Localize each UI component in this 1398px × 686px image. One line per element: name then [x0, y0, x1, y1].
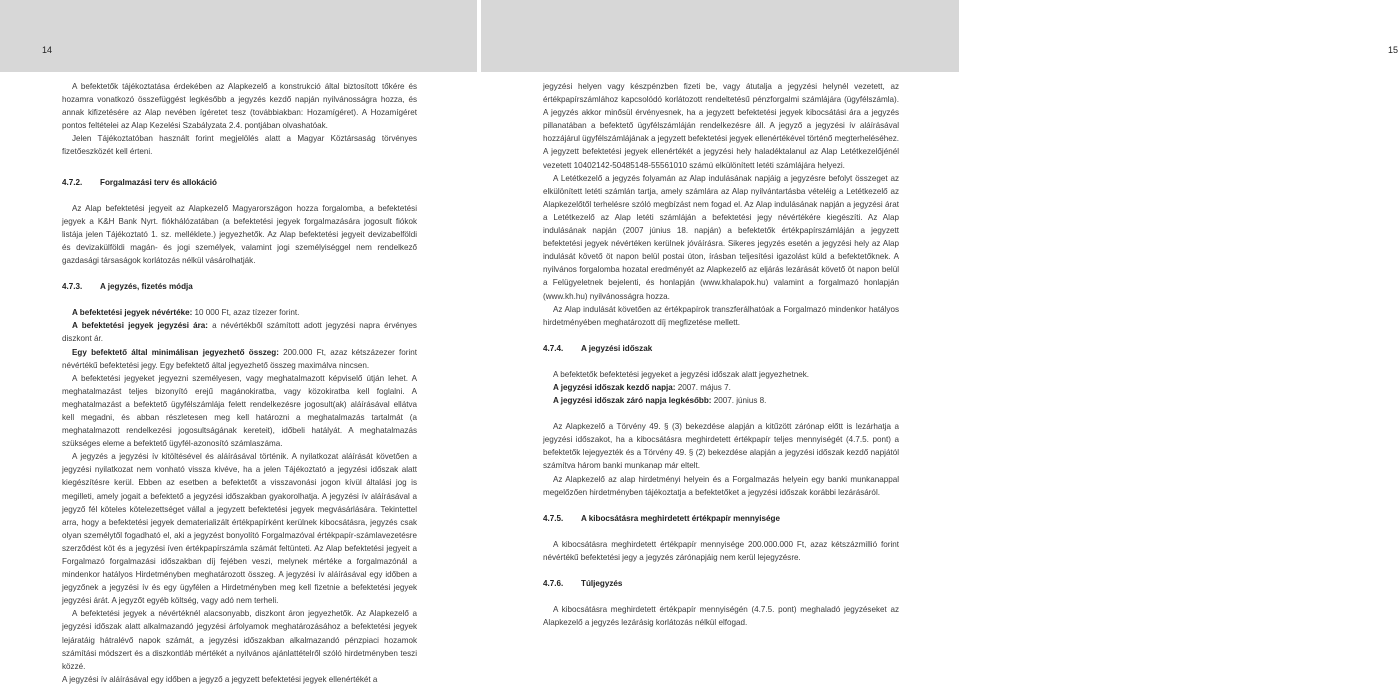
paragraph: Az Alapkezelő a Törvény 49. § (3) bekezdése alapján a kitűzött zárónap előtt is lezárhatja a jegyzési időszakot, ha a kibocsátásra meghirdetett értékpapír teljes mennyiségét (4.7.5. pont) a befektetők lejegyezték és a Törvény 49. § (2) bekezdése alapján a jegyzési időszak kezdő napjától számítva három banki munkanap már eltelt.: [543, 422, 899, 471]
end-date-line: A jegyzési időszak záró napja legkésőbb: 2007. június 8.: [553, 396, 767, 406]
section-title: Forgalmazási terv és allokáció: [100, 177, 217, 187]
page-header-bar-left: [0, 0, 477, 72]
paragraph: A befektetési jegyek a névértéknél alacsonyabb, diszkont áron jegyezhetők. Az Alapkezelő a jegyzési időszak alatt alkalmazandó jegyzési árfolyamok meghatározásához a befektetési jegyek lejáratáig hátralévő napok számát, a jegyzési időszakban alkalmazandó pénzpiaci hozamok számítási módszert és a diszkontláb mértékét a nyilvános ajánlattételről szóló hirdetményben teszi közzé.: [62, 609, 417, 671]
section-heading-474: [543, 342, 899, 355]
page-number: 15: [1388, 45, 1398, 55]
section-heading-472: [62, 176, 417, 189]
section-number: 4.7.3.: [62, 282, 83, 292]
section-title: Túljegyzés: [581, 579, 623, 588]
minimum-amount-line: Egy befektető által minimálisan jegyezhető összeg: 200.000 Ft, azaz kétszázezer forint névértékű befektetési jegy. Egy befektető által jegyezhető összeg maximálva nincsen.: [62, 347, 417, 370]
paragraph: A kibocsátásra meghirdetett értékpapír mennyiségén (4.7.5. pont) meghaladó jegyzéseket az Alapkezelő a jegyzés lezárásig korlátozás nélkül elfogad.: [543, 605, 899, 628]
paragraph: A kibocsátásra meghirdetett értékpapír mennyisége 200.000.000 Ft, azaz kétszázmillió forint névértékű befektetési jegy a jegyzés zárónapjáig nem kerül lejegyzésre.: [543, 539, 899, 562]
paragraph: A Letétkezelő a jegyzés folyamán az Alap indulásának napjáig a jegyzésre befolyt összeget az elkülönített letéti számlán tartja, amely számlára az Alap nyilvántartásba vételéig a Letétkezelő az Alapkezelőtől terhelésre szóló megbízást nem fogad el. Az Alap indulásának napján a jegyzési árat a Letétkezelő az Alap letéti számláján a befektetési jegy névértékére kiegészíti. Az Alap indulásának napján (2007 június 18. napján) a befektetők értékpapírszámláján a jegyzett befektetési jegyek névértéken kerülnek jóváírásra. Sikeres jegyzés esetén a jegyzési hely az Alap indulását követő öt napon belül postai úton, írásban teljesítési igazolást küld a befektetőknek. A nyilvános forgalomba hozatal eredményét az Alapkezelő az eljárás lezárását követő öt napon belül a Felügyeletnek bejelenti, és honlapján (www.khalapok.hu) valamint a forgalmazó honlapján (www.kh.hu) nyilvánosságra hozza.: [543, 173, 899, 301]
paragraph: jegyzési helyen vagy készpénzben fizeti be, vagy átutalja a jegyzési helynél vezetett, az értékpapírszámlához kapcsolódó korlátozott rendeltetésű pénzforgalmi számlájára (ügyfélszámla). A jegyzés akkor minősül érvényesnek, ha a jegyzett befektetési jegyek kibocsátási ára a jegyzés pillanatában a befektető ügyfélszámláján rendelkezésre áll. A jegyző a jegyzési ív aláírásával hozzájárul ügyfélszámlájának a jegyzett befektetési jegyek ellenértékével történő megterheléséhez. A jegyzett befektetési jegyek ellenértékét a jegyzési hely haladéktalanul az Alap Letétkezelőjénél vezetett 10402142-50485148-55561010 számú elkülönített letéti számlájára helyezi.: [543, 82, 899, 170]
section-heading-475: [543, 512, 899, 525]
section-number: 4.7.5.: [543, 513, 564, 523]
left-column: [62, 80, 417, 686]
page-header-bar-right: [481, 0, 1398, 72]
page-number: 14: [42, 45, 53, 55]
section-heading-476: [543, 577, 899, 590]
paragraph: Az Alap indulását követően az értékpapírok transzferálhatóak a Forgalmazó mindenkor hatályos hirdetményében meghatározott díj megfizetése mellett.: [543, 304, 899, 327]
section-title: A jegyzési időszak: [581, 343, 653, 353]
paragraph: Jelen Tájékoztatóban használt forint megjelölés alatt a Magyar Köztársaság törvényes fizetőeszközét kell érteni.: [62, 134, 417, 157]
section-title: A kibocsátásra meghirdetett értékpapír mennyisége: [581, 513, 780, 523]
paragraph: A befektetők befektetési jegyeket a jegyzési időszak alatt jegyezhetnek.: [553, 369, 810, 379]
section-title: A jegyzés, fizetés módja: [100, 282, 193, 292]
paragraph: A befektetők tájékoztatása érdekében az Alapkezelő a konstrukció által biztosított tőkére és hozamra vonatkozó összefüggést legkésőbb a jegyzés kezdő napján nyilvánosságra hozza, és annak kifizetésére az Alap nevében ígéretet tesz (továbbiakban: Hozamígéret). A Hozamígéret pontos feltételei az Alap Kezelési Szabályzata 2.4. pontjában olvashatóak.: [62, 82, 417, 131]
section-heading-473: [62, 280, 417, 293]
paragraph: A jegyzés a jegyzési ív kitöltésével és aláírásával történik. A nyilatkozat aláírását követően a jegyzési nyilatkozat nem vonható vissza kivéve, ha a jelen Tájékoztató a jegyzési időszak alatt kiegészítésre kerül. Ebben az esetben a befektetőt a visszavonási jogon kívül általási jog is megilleti, amely jogait a befektető a jegyzési időszakban gyakorolhatja. A jegyzési ív aláírásával a jegyző fél köteles kötelezettséget vállal a jegyzett befektetési jegyek megvásárlására. Tekintettel arra, hogy a befektetési jegyek dematerializált értékpapírként kerülnek kibocsátásra, jegyzés csak olyan személytől fogadható el, aki a jegyzést bonyolító Forgalmazóval értékpapír-számlavezetésre szerződést köt és a jegyzési íven értékpapírszámla számát feltünteti. Az Alap befektetési jegyeit a Forgalmazó forgalmazási időszakban díj fejében veszi, melynek mértéke a forgalmazónál a mindenkor hatályos Hirdetményben meghatározott összeg. A jegyzési ív aláírásával egy időben a jegyzőnek a jegyzési ív és egy ügyfélen a Hirdetményben meg kell fizetnie a befektetési jegyek jegyzési árát. A jegyzőt egyéb költség, vagy adó nem terheli.: [62, 452, 417, 606]
section-number: 4.7.6.: [543, 579, 564, 588]
face-value-line: A befektetési jegyek névértéke: 10 000 Ft, azaz tízezer forint.: [72, 308, 300, 318]
section-number: 4.7.4.: [543, 343, 564, 353]
subscription-price-line: A befektetési jegyek jegyzési ára: a névértékből számított adott jegyzési napra érvényes diszkont ár.: [62, 321, 417, 344]
paragraph: A befektetési jegyeket jegyezni személyesen, vagy meghatalmazott képviselő útján lehet. A meghatalmazást teljes bizonyító erejű magánokiratba, vagy közokiratba kell foglalni. A meghatalmazást a befektető ügyfélszámlája felett rendelkezésre jogosult(ak) aláírásával ellátva kell megadni, és abban részletesen meg kell határozni a meghatalmazás tartalmát (a meghatalmazott rendelkezési jogosultságának kereteit), időbeli hatályát. A meghatalmazás szükséges eleme a befektető ügyfél-azonosító számlaszáma.: [62, 373, 417, 449]
section-number: 4.7.2.: [62, 177, 83, 187]
paragraph: A jegyzési ív aláírásával egy időben a jegyző a jegyzett befektetési jegyek ellenértékét a: [62, 674, 378, 684]
paragraph: Az Alapkezelő az alap hirdetményi helyein és a Forgalmazás helyein egy banki munkanappal megelőzően hirdetményben tájékoztatja a befektetőket a jegyzési időszak korábbi lezárásáról.: [543, 474, 899, 497]
start-date-line: A jegyzési időszak kezdő napja: 2007. május 7.: [553, 382, 731, 392]
right-column: [543, 80, 899, 629]
paragraph: Az Alap befektetési jegyeit az Alapkezelő Magyarországon hozza forgalomba, a befektetési jegyek a K&H Bank Nyrt. fiókhálózatában (a befektetési jegyek forgalmazására jogosult fiókok listája jelen Tájékoztató 1. sz. melléklete.) jegyezhetők. Az Alap befektetési jegyeit devizabelföldi és devizakülföldi magán- és jogi személyek, valamint jogi személyiséggel nem rendelkező gazdasági társaságok korlátozás nélkül vásárolhatják.: [62, 203, 417, 266]
